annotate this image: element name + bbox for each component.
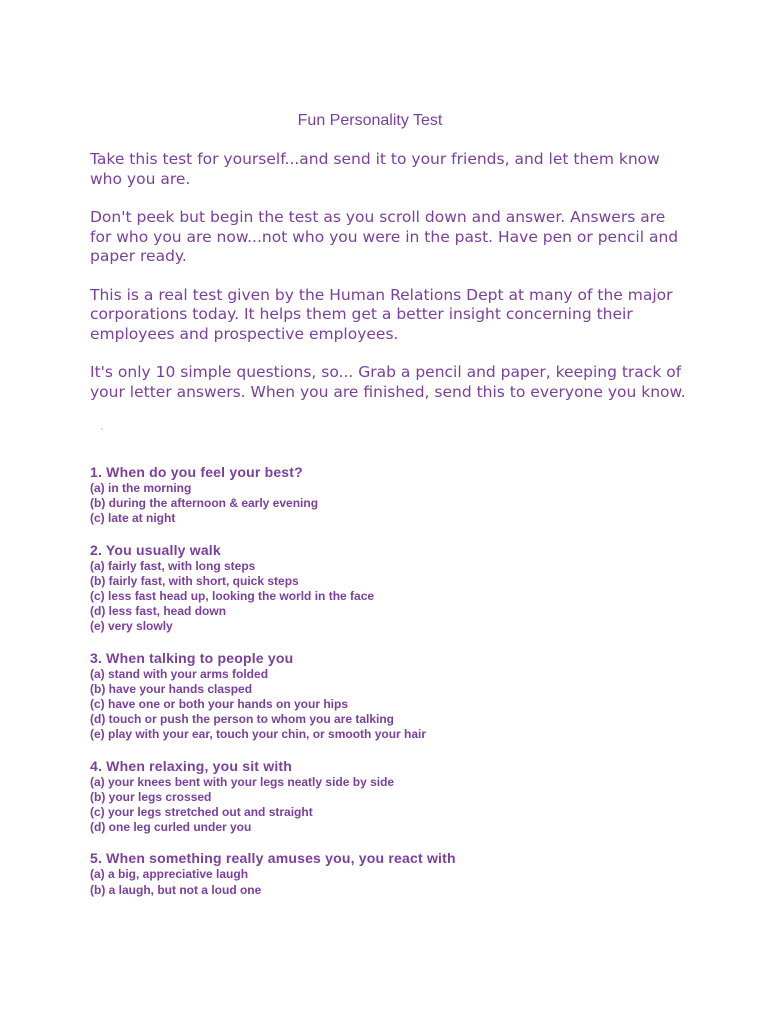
page-title: Fun Personality Test [297, 112, 443, 129]
answer-option: (b) a laugh, but not a loud one [90, 882, 262, 897]
intro-paragraph: This is a real test given by the Human Relations Dept at many of the major corporations today. It helps them get a better insight concerning their employees and prospective employees. [90, 285, 673, 343]
answer-option: (c) your legs stretched out and straight [90, 805, 313, 820]
answer-option: (b) have your hands clasped [90, 681, 253, 696]
answer-option: (a) stand with your arms folded [90, 666, 269, 681]
questions-list [90, 463, 690, 912]
answer-option: (a) fairly fast, with long steps [90, 558, 256, 573]
question-2 [90, 541, 690, 635]
answer-option: (d) touch or push the person to whom you are talking [90, 712, 395, 727]
answer-option: (c) late at night [90, 511, 176, 526]
question-text: 5. When something really amuses you, you react with [90, 850, 456, 867]
intro-section [90, 150, 690, 421]
intro-paragraph: Take this test for yourself...and send it to your friends, and let them know who you are. [90, 150, 660, 188]
answer-option: (c) less fast head up, looking the world in the face [90, 589, 375, 604]
answer-option: (e) play with your ear, touch your chin, or smooth your hair [90, 727, 427, 742]
question-text: 1. When do you feel your best? [90, 464, 303, 480]
answer-option: (d) less fast, head down [90, 604, 227, 619]
question-4 [90, 757, 690, 836]
answer-option: (b) fairly fast, with short, quick steps [90, 573, 299, 588]
answer-option: (a) your knees bent with your legs neatly side by side [90, 774, 395, 789]
answer-option: (b) during the afternoon & early evening [90, 496, 319, 511]
question-3 [90, 649, 690, 743]
answer-option: (c) have one or both your hands on your hips [90, 697, 349, 712]
question-1 [90, 463, 690, 527]
question-text: 2. You usually walk [90, 541, 221, 558]
intro-paragraph: It's only 10 simple questions, so... Grab a pencil and paper, keeping track of your letter answers. When you are finished, send this to everyone you know. [90, 363, 686, 401]
answer-option: (a) a big, appreciative laugh [90, 867, 249, 882]
answer-option: (a) in the morning [90, 481, 192, 495]
answer-option: (b) your legs crossed [90, 789, 212, 804]
question-5 [90, 849, 690, 897]
stray-mark [101, 428, 103, 430]
answer-option: (e) very slowly [90, 619, 173, 634]
question-text: 4. When relaxing, you sit with [90, 757, 293, 774]
intro-paragraph: Don't peek but begin the test as you scroll down and answer. Answers are for who you are now...not who you were in the past. Have pen or pencil and paper ready. [90, 208, 679, 265]
question-text: 3. When talking to people you [90, 649, 294, 666]
answer-option: (d) one leg curled under you [90, 820, 252, 835]
